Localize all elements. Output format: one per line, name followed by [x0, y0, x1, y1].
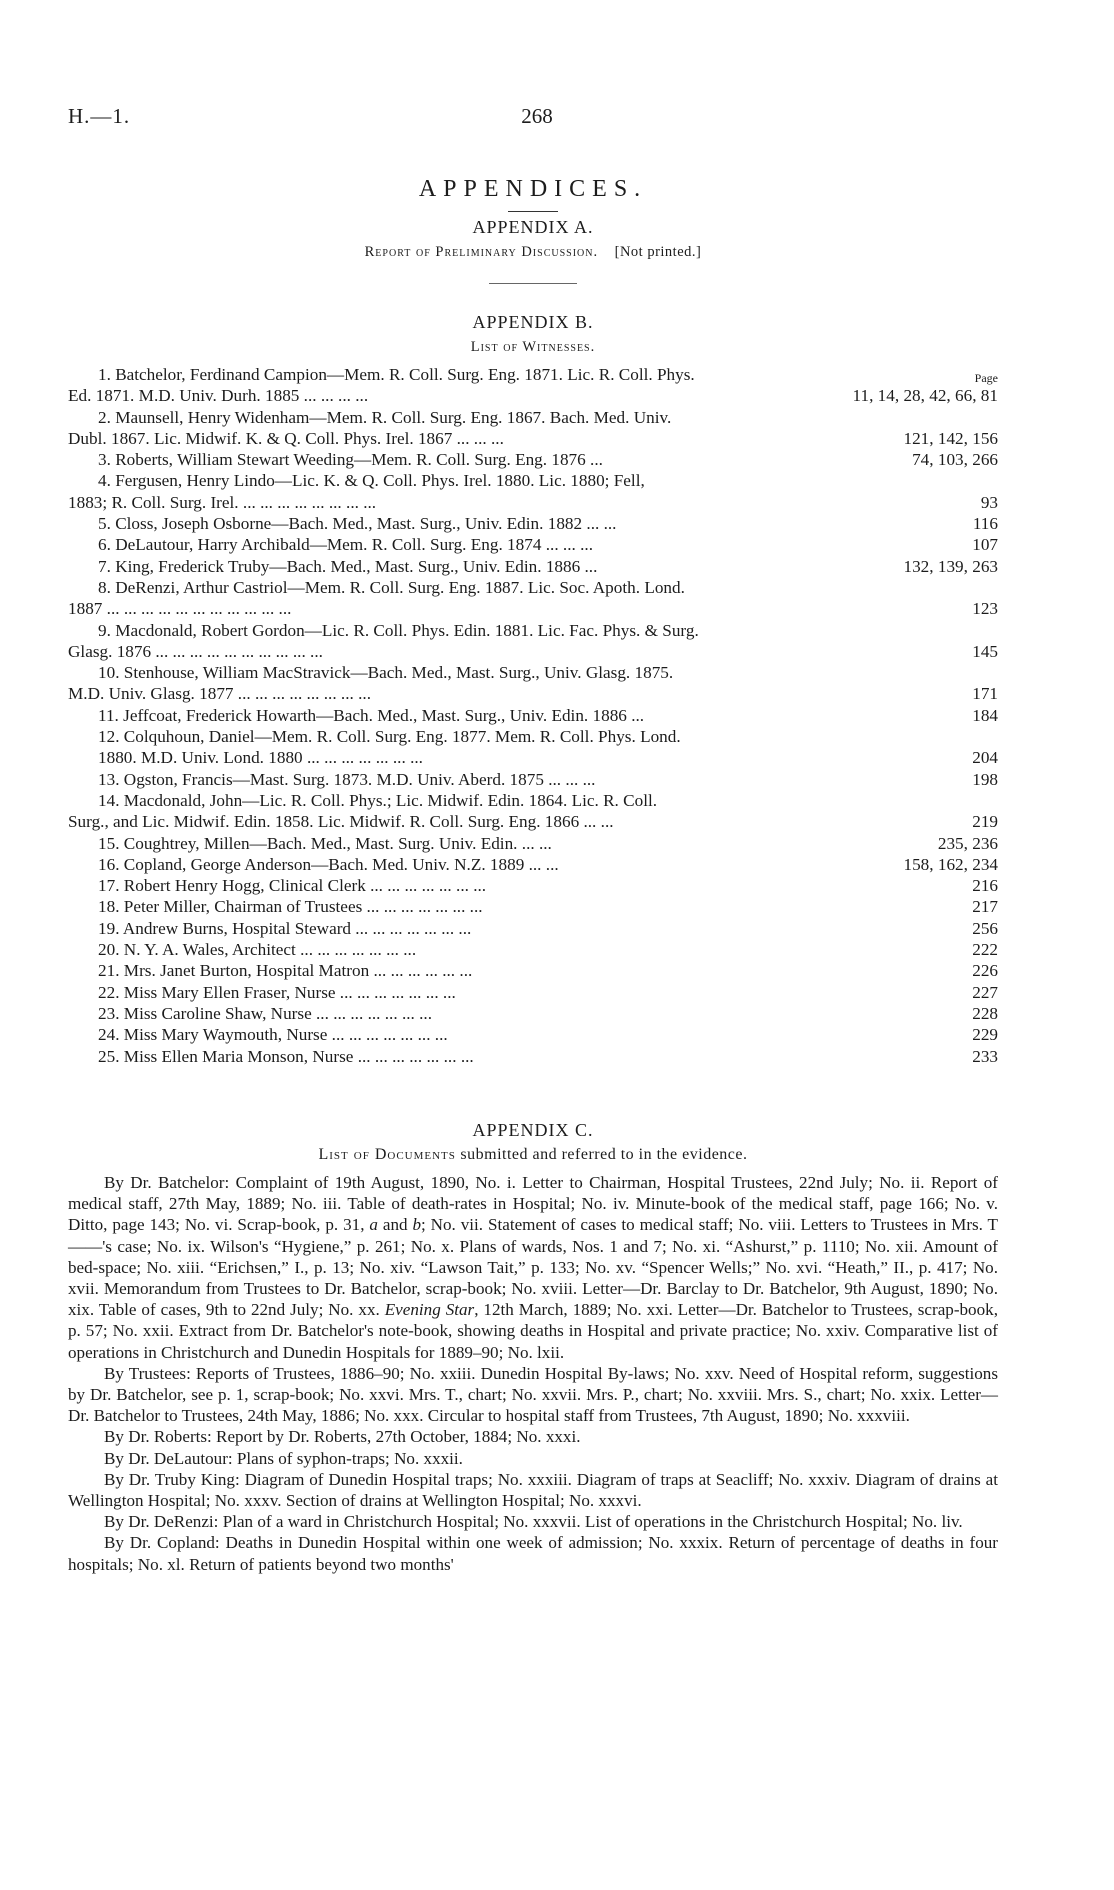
- running-head: [68, 104, 1046, 134]
- documents-by-roberts: By Dr. Roberts: Report by Dr. Roberts, 27th October, 1884; No. xxxi.: [104, 1427, 581, 1447]
- witness-pages: 145: [972, 641, 998, 661]
- witness-line: [68, 470, 998, 491]
- witness-pages: 132, 139, 263: [903, 556, 998, 576]
- witness-text: 22. Miss Mary Ellen Fraser, Nurse ... ... ... ... ... ... ...: [98, 982, 456, 1002]
- witness-text: 12. Colquhoun, Daniel—Mem. R. Coll. Surg. Eng. 1877. Mem. R. Coll. Phys. Lond.: [98, 727, 681, 747]
- witness-line: [68, 854, 998, 875]
- witness-pages: 93: [980, 492, 998, 512]
- witness-line: [68, 641, 998, 662]
- witness-line: [68, 534, 998, 555]
- witness-text: 18. Peter Miller, Chairman of Trustees ... ... ... ... ... ... ...: [98, 897, 483, 917]
- witness-line: [68, 769, 998, 790]
- witness-text: Surg., and Lic. Midwif. Edin. 1858. Lic. Midwif. R. Coll. Surg. Eng. 1866 ... ...: [68, 812, 614, 832]
- witness-pages: 198: [972, 769, 998, 789]
- witness-text: 21. Mrs. Janet Burton, Hospital Matron ... ... ... ... ... ...: [98, 961, 473, 981]
- witness-text: 25. Miss Ellen Maria Monson, Nurse ... ... ... ... ... ... ...: [98, 1046, 474, 1066]
- witness-pages: 235, 236: [937, 833, 998, 853]
- appendices-title-block: [68, 176, 998, 218]
- witness-line: [68, 726, 998, 747]
- witness-pages: 123: [972, 599, 998, 619]
- witness-text: 14. Macdonald, John—Lic. R. Coll. Phys.; Lic. Midwif. Edin. 1864. Lic. R. Coll.: [98, 790, 658, 810]
- witness-line: [68, 960, 998, 981]
- documents-by-delautour: By Dr. DeLautour: Plans of syphon-traps; No. xxxii.: [104, 1448, 463, 1468]
- witness-line: [68, 1046, 998, 1067]
- witness-pages: 256: [972, 918, 998, 938]
- witness-line: [68, 598, 998, 619]
- appendix-b-header: [68, 312, 998, 356]
- witness-text: 2. Maunsell, Henry Widenham—Mem. R. Coll. Surg. Eng. 1867. Bach. Med. Univ.: [98, 407, 672, 427]
- section-rule: [489, 283, 577, 284]
- witness-line: [68, 449, 998, 470]
- documents-by-trustees: By Trustees: Reports of Trustees, 1886–90; No. xxiii. Dunedin Hospital By-laws; No. xxv. Need of Hospital reform, suggestions by Dr. Batchelor, see p. 1, scrap-book; No. xxvi. Mrs. T., chart; No. xxvii. Mrs. P., chart; No. xxviii. Mrs. S., chart; No. xxix. Letter—Dr. Batchelor to Trustees, 24th May, 1886; No. xxx. Circular to hospital staff from Trustees, 7th August, 1890; No. xxxviii.: [68, 1363, 998, 1426]
- appendix-b-subtitle: List of Witnesses.: [470, 339, 596, 355]
- witness-text: 13. Ogston, Francis—Mast. Surg. 1873. M.D. Univ. Aberd. 1875 ... ... ...: [98, 769, 596, 789]
- page-number: 268: [521, 104, 553, 128]
- witness-pages: 107: [972, 535, 998, 555]
- witness-line: [68, 833, 998, 854]
- witness-pages: 184: [972, 705, 998, 725]
- witness-line: [68, 364, 998, 385]
- witness-text: 1887 ... ... ... ... ... ... ... ... ... ... ...: [68, 599, 292, 619]
- witness-pages: 226: [972, 961, 998, 981]
- witness-text: 10. Stenhouse, William MacStravick—Bach. Med., Mast. Surg., Univ. Glasg. 1875.: [98, 663, 674, 683]
- documents-list: [68, 1172, 998, 1575]
- witness-pages: 171: [972, 684, 998, 704]
- witness-line: [68, 1003, 998, 1024]
- witness-line: [68, 747, 998, 768]
- appendix-c-heading: APPENDIX C.: [472, 1120, 594, 1140]
- appendix-a-heading: APPENDIX A.: [472, 217, 594, 237]
- witness-pages: 204: [972, 748, 998, 768]
- witness-line: [68, 513, 998, 534]
- witness-text: 6. DeLautour, Harry Archibald—Mem. R. Coll. Surg. Eng. 1874 ... ... ...: [98, 535, 593, 555]
- witness-line: [68, 662, 998, 683]
- witness-text: 8. DeRenzi, Arthur Castriol—Mem. R. Coll. Surg. Eng. 1887. Lic. Soc. Apoth. Lond.: [98, 577, 685, 597]
- documents-by-batchelor: By Dr. Batchelor: Complaint of 19th August, 1890, No. i. Letter to Chairman, Hospital Trustees, 22nd July; No. ii. Report of medical staff, 27th May, 1889; No. iii. Table of death-rates in Hospital; No. iv. Minute-book of the medical staff, page 166; No. v. Ditto, page 143; No. vi. Scrap-book, p. 31, a and b; No. vii. Statement of cases to medical staff; No. viii. Letters to Trustees in Mrs. T——'s case; No. ix. Wilson's “Hygiene,” p. 261; No. x. Plans of wards, Nos. 1 and 7; No. xi. “Ashurst,” p. 1110; No. xii. Amount of bed-space; No. xiii. “Erichsen,” I., p. 13; No. xiv. “Lawson Tait,” p. 133; No. xv. “Spencer Wells;” No. xvi. “Heath,” II., p. 417; No. xvii. Memorandum from Trustees to Dr. Batchelor, scrap-book; No. xviii. Letter—Dr. Barclay to Dr. Batchelor, 9th August, 1890; No. xix. Table of cases, 9th to 22nd July; No. xx. Evening Star, 12th March, 1889; No. xxi. Letter—Dr. Batchelor to Trustees, scrap-book, p. 57; No. xxii. Extract from Dr. Batchelor's note-book, showing deaths in Hospital and private practice; No. xxiv. Comparative list of operations in Christchurch and Dunedin Hospitals for 1889–90; No. lxii.: [68, 1173, 998, 1362]
- witness-line: [68, 428, 998, 449]
- witness-text: 1. Batchelor, Ferdinand Campion—Mem. R. Coll. Surg. Eng. 1871. Lic. R. Coll. Phys.: [98, 365, 695, 384]
- appendix-a-subtitle: [68, 244, 998, 261]
- documents-by-truby-king: By Dr. Truby King: Diagram of Dunedin Hospital traps; No. xxxiii. Diagram of traps at Seacliff; No. xxxiv. Diagram of drains at Wellington Hospital; No. xxxv. Section of drains at Wellington Hospital; No. xxxvi.: [68, 1469, 998, 1511]
- appendix-c-subtitle: List of Documents submitted and referred to in the evidence.: [318, 1146, 748, 1163]
- witness-line: [68, 982, 998, 1003]
- witness-pages: 121, 142, 156: [903, 428, 998, 448]
- appendix-a-note: [Not printed.]: [614, 244, 702, 260]
- witness-pages: 216: [972, 876, 998, 896]
- title-rule: [508, 211, 558, 212]
- witness-pages: 222: [972, 940, 998, 960]
- witness-line: [68, 939, 998, 960]
- witness-line: [68, 790, 998, 811]
- appendix-a: [68, 217, 998, 284]
- witness-pages: 229: [972, 1025, 998, 1045]
- witness-text: 16. Copland, George Anderson—Bach. Med. Univ. N.Z. 1889 ... ...: [98, 854, 559, 874]
- witness-pages: 217: [972, 897, 998, 917]
- witness-line: [68, 705, 998, 726]
- witness-text: 11. Jeffcoat, Frederick Howarth—Bach. Med., Mast. Surg., Univ. Edin. 1886 ...: [98, 705, 645, 725]
- witness-pages: 233: [972, 1046, 998, 1066]
- witness-text: 19. Andrew Burns, Hospital Steward ... ... ... ... ... ... ...: [98, 918, 472, 938]
- witness-text: 20. N. Y. A. Wales, Architect ... ... ... ... ... ... ...: [98, 940, 417, 960]
- witness-pages: 74, 103, 266: [912, 450, 998, 470]
- witness-line: [68, 492, 998, 513]
- page-column-label: Page: [974, 371, 998, 385]
- witness-text: M.D. Univ. Glasg. 1877 ... ... ... ... ... ... ... ...: [68, 684, 372, 704]
- witness-list: [68, 364, 998, 1067]
- witness-line: [68, 556, 998, 577]
- witness-line: [68, 577, 998, 598]
- witness-text: 5. Closs, Joseph Osborne—Bach. Med., Mast. Surg., Univ. Edin. 1882 ... ...: [98, 514, 617, 534]
- witness-text: 4. Fergusen, Henry Lindo—Lic. K. & Q. Coll. Phys. Irel. 1880. Lic. 1880; Fell,: [98, 471, 645, 491]
- witness-pages: 158, 162, 234: [903, 854, 998, 874]
- appendix-a-title: Report of Preliminary Discussion.: [364, 244, 599, 260]
- witness-text: Dubl. 1867. Lic. Midwif. K. & Q. Coll. Phys. Irel. 1867 ... ... ...: [68, 428, 504, 448]
- witness-pages: 219: [972, 812, 998, 832]
- witness-text: Ed. 1871. M.D. Univ. Durh. 1885 ... ... ... ...: [68, 386, 369, 406]
- witness-text: 9. Macdonald, Robert Gordon—Lic. R. Coll. Phys. Edin. 1881. Lic. Fac. Phys. & Surg.: [98, 620, 699, 640]
- witness-text: 15. Coughtrey, Millen—Bach. Med., Mast. Surg. Univ. Edin. ... ...: [98, 833, 552, 853]
- witness-text: Glasg. 1876 ... ... ... ... ... ... ... ... ... ...: [68, 641, 323, 661]
- witness-text: 7. King, Frederick Truby—Bach. Med., Mast. Surg., Univ. Edin. 1886 ...: [98, 556, 598, 576]
- report-code: H.—1.: [68, 104, 131, 128]
- witness-text: 24. Miss Mary Waymouth, Nurse ... ... ... ... ... ... ...: [98, 1025, 448, 1045]
- witness-text: 17. Robert Henry Hogg, Clinical Clerk ... ... ... ... ... ... ...: [98, 876, 487, 896]
- witness-line: [68, 875, 998, 896]
- documents-by-copland: By Dr. Copland: Deaths in Dunedin Hospital within one week of admission; No. xxxix. Return of percentage of deaths in four hospitals; No. xl. Return of patients beyond two months': [68, 1533, 998, 1574]
- witness-line: [68, 407, 998, 428]
- appendix-c-header: [68, 1120, 998, 1164]
- witness-line: [68, 683, 998, 704]
- witness-line: [68, 918, 998, 939]
- appendix-b-heading: APPENDIX B.: [472, 312, 594, 332]
- witness-text: 1880. M.D. Univ. Lond. 1880 ... ... ... ... ... ... ...: [98, 748, 423, 768]
- documents-by-derenzi: By Dr. DeRenzi: Plan of a ward in Christchurch Hospital; No. xxxvii. List of operations in the Christchurch Hospital; No. liv.: [104, 1512, 963, 1532]
- witness-line: [68, 811, 998, 832]
- witness-text: 1883; R. Coll. Surg. Irel. ... ... ... ... ... ... ... ...: [68, 492, 377, 512]
- witness-pages: 228: [972, 1003, 998, 1023]
- witness-line: [68, 385, 998, 406]
- witness-line: [68, 1024, 998, 1045]
- appendices-title: APPENDICES.: [418, 176, 648, 202]
- witness-text: 3. Roberts, William Stewart Weeding—Mem. R. Coll. Surg. Eng. 1876 ...: [98, 450, 603, 470]
- witness-line: [68, 620, 998, 641]
- witness-pages: 227: [972, 982, 998, 1002]
- witness-pages: 11, 14, 28, 42, 66, 81: [852, 386, 998, 406]
- witness-text: 23. Miss Caroline Shaw, Nurse ... ... ... ... ... ... ...: [98, 1003, 433, 1023]
- witness-line: [68, 896, 998, 917]
- witness-pages: 116: [972, 514, 998, 534]
